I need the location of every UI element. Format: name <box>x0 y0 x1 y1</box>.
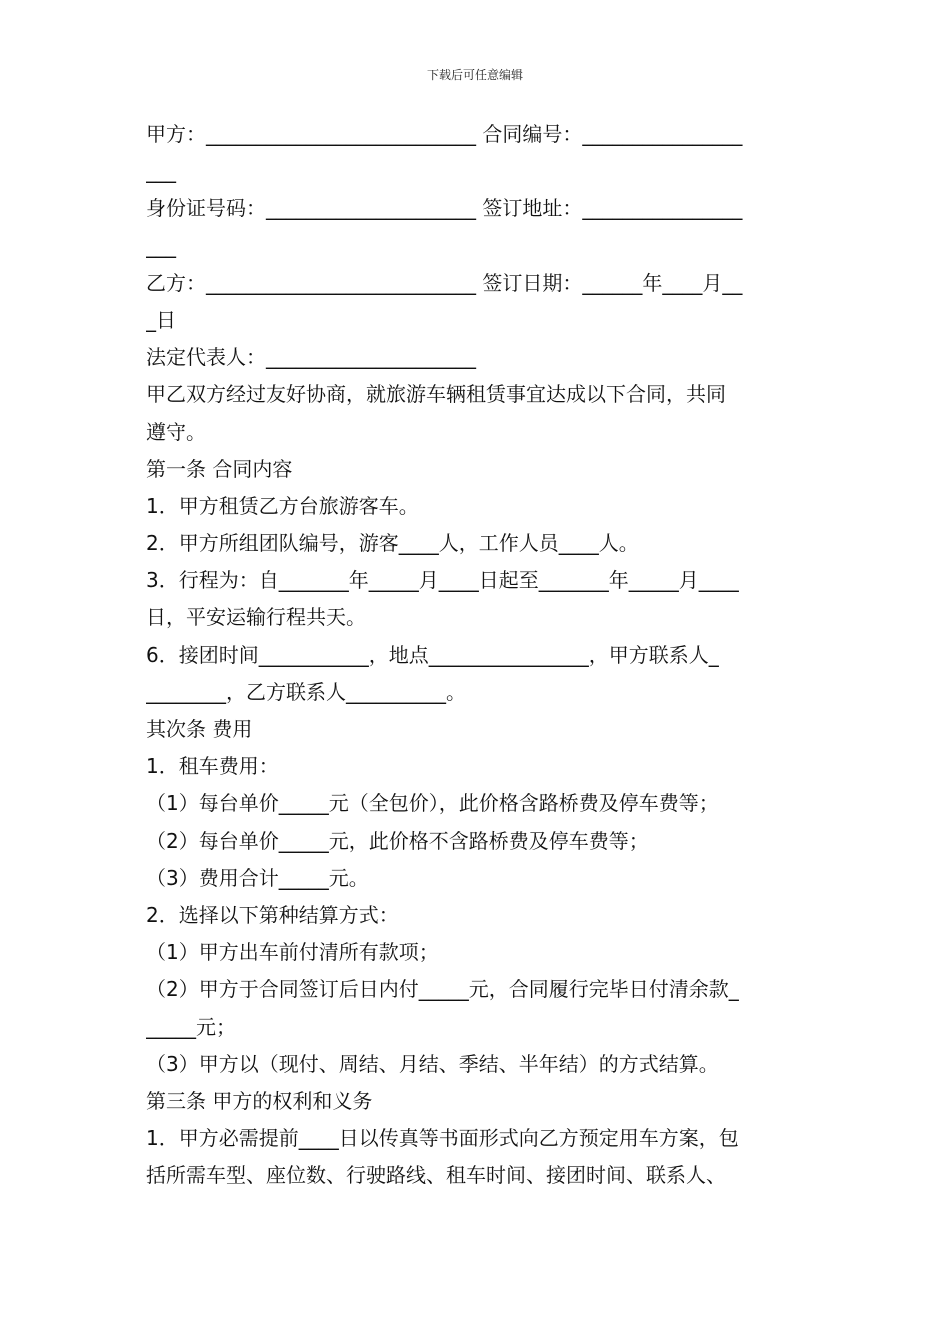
text-line: （3）甲方以（现付、周结、月结、季结、半年结）的方式结算。 <box>146 1051 719 1076</box>
text-line: 2．甲方所组团队编号，游客____人，工作人员____人。 <box>146 531 639 556</box>
text-line: （3）费用合计_____元。 <box>146 865 369 890</box>
text-line: 其次条 费用 <box>146 717 253 741</box>
contract-body <box>146 116 808 1194</box>
text-line: 甲乙双方经过友好协商，就旅游车辆租赁事宜达成以下合同，共同 <box>146 382 726 407</box>
text-line: 2．选择以下第种结算方式： <box>146 902 399 927</box>
text-line: （2）甲方于合同签订后日内付_____元，合同履行完毕日付清余款_ <box>146 977 739 1002</box>
text-line: 日，平安运输行程共天。 <box>146 605 366 630</box>
text-line: （2）每台单价_____元，此价格不含路桥费及停车费等； <box>146 828 649 853</box>
text-line: 乙方：___________________________ 签订日期：______年____月__ <box>146 270 743 295</box>
text-line: 1．甲方租赁乙方台旅游客车。 <box>146 493 419 518</box>
text-line: ___ <box>146 233 176 258</box>
text-line: 6．接团时间___________，地点________________，甲方联系人_ <box>146 642 719 667</box>
text-line: 3．行程为：自_______年_____月____日起至_______年_____月____ <box>146 568 739 593</box>
text-line: （1）每台单价_____元（全包价），此价格含路桥费及停车费等； <box>146 791 719 816</box>
text-line: ________，乙方联系人__________。 <box>146 679 466 704</box>
page-header: 下载后可任意编辑 <box>426 68 523 82</box>
text-line: 甲方：___________________________ 合同编号：________________ <box>146 122 743 146</box>
text-line: （1）甲方出车前付清所有款项； <box>146 940 439 965</box>
text-line: 法定代表人：_____________________ <box>146 345 476 370</box>
text-line: ___ <box>146 159 176 184</box>
text-line: 1．甲方必需提前____日以传真等书面形式向乙方预定用车方案，包 <box>146 1126 739 1151</box>
text-line: _日 <box>146 307 176 332</box>
text-line: 括所需车型、座位数、行驶路线、租车时间、接团时间、联系人、 <box>146 1163 726 1188</box>
text-line: _____元； <box>146 1014 236 1039</box>
text-line: 第一条 合同内容 <box>146 456 293 481</box>
text-line: 第三条 甲方的权利和义务 <box>146 1088 373 1113</box>
text-line: 身份证号码：_____________________ 签订地址：________________ <box>146 196 743 221</box>
text-line: 遵守。 <box>146 419 206 444</box>
text-line: 1．租车费用： <box>146 754 279 779</box>
